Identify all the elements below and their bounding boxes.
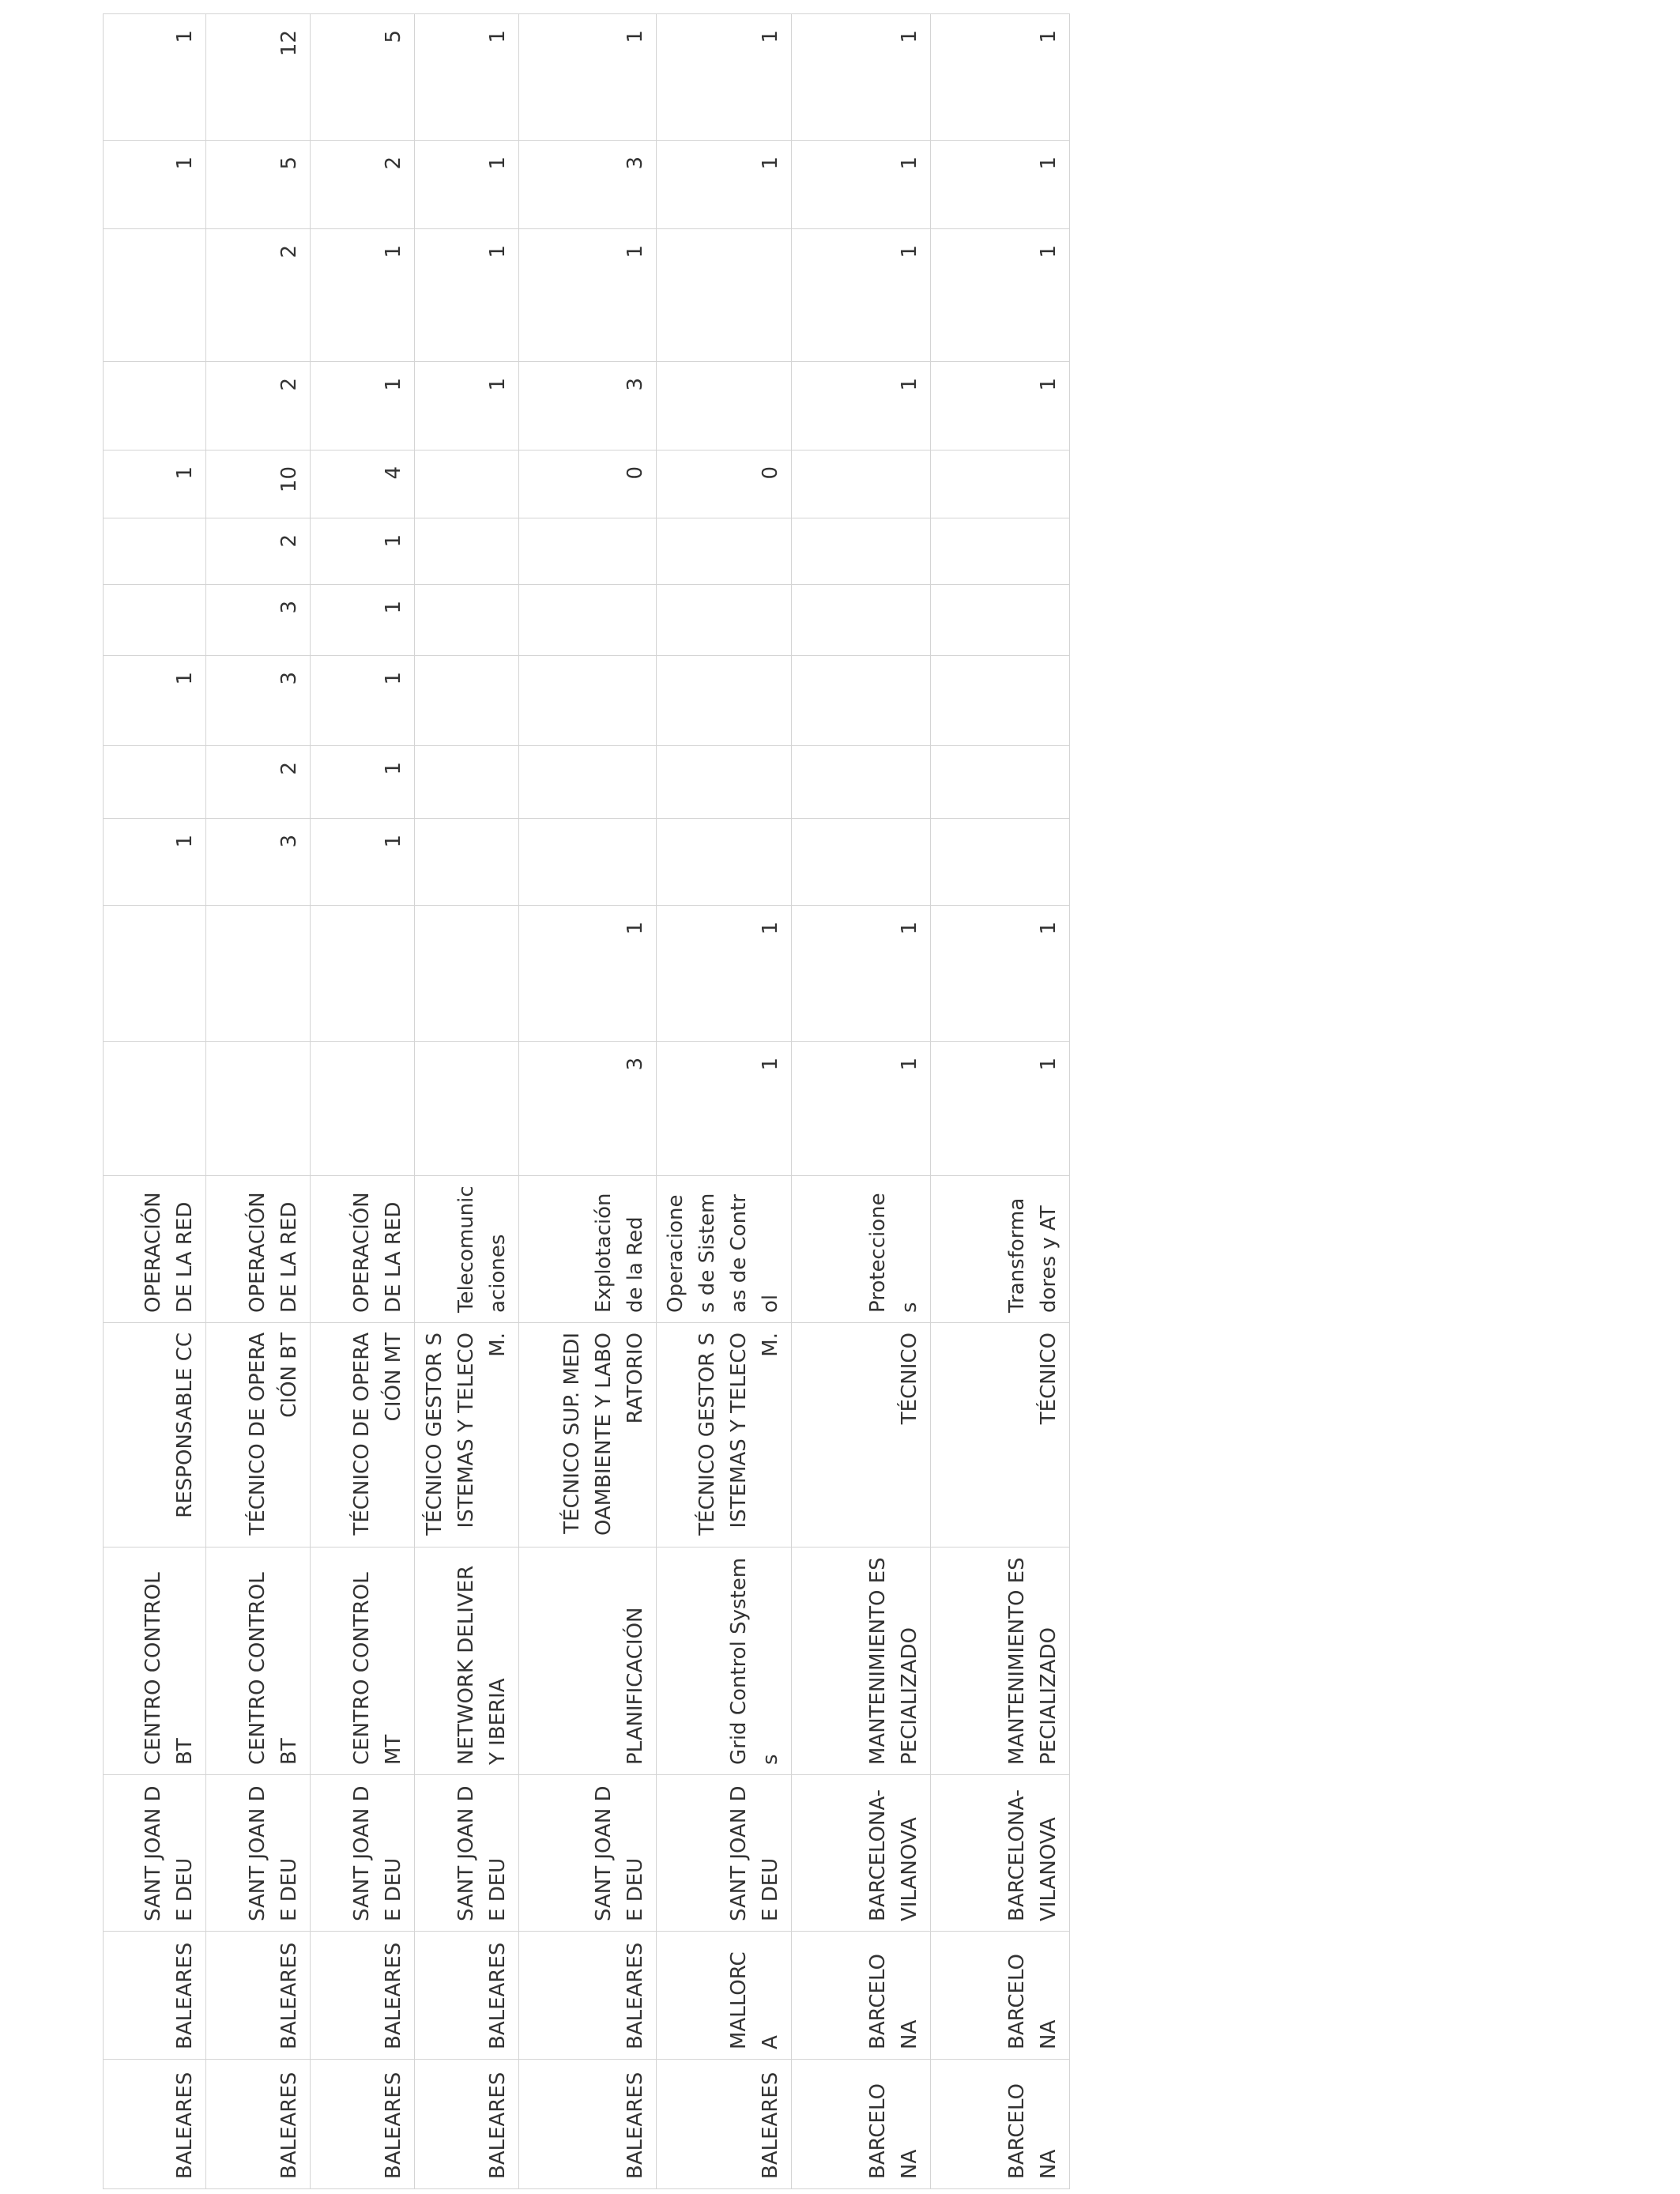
cell-zona[interactable]: SANT JOAN DE DEU	[311, 1775, 415, 1932]
table-body	[104, 14, 1070, 2189]
cell-puesto[interactable]: TÉCNICO GESTOR SISTEMAS Y TELECOM.	[657, 1323, 792, 1547]
cell-value[interactable]: 1	[415, 362, 519, 450]
cell-value[interactable]	[657, 518, 792, 585]
cell-value[interactable]: 1	[519, 14, 657, 141]
cell-value[interactable]: 1	[311, 819, 415, 906]
cell-value[interactable]	[519, 518, 657, 585]
cell-value[interactable]: 1	[657, 1042, 792, 1176]
cell-value[interactable]: 1	[104, 656, 206, 746]
cell-isla[interactable]: BALEARES	[519, 1932, 657, 2060]
cell-value[interactable]	[931, 819, 1070, 906]
cell-value[interactable]	[311, 1042, 415, 1176]
cell-isla[interactable]: BALEARES	[311, 1932, 415, 2060]
cell-value[interactable]	[104, 746, 206, 819]
cell-area[interactable]: CENTRO CONTROL BT	[206, 1547, 311, 1775]
cell-value[interactable]: 1	[519, 906, 657, 1042]
cell-value[interactable]	[931, 518, 1070, 585]
cell-value[interactable]: 1	[519, 229, 657, 362]
cell-value[interactable]	[415, 585, 519, 656]
cell-value[interactable]	[104, 362, 206, 450]
cell-departamento[interactable]: Explotación de la Red	[519, 1176, 657, 1323]
cell-value[interactable]	[206, 1042, 311, 1176]
cell-value[interactable]	[415, 746, 519, 819]
cell-value[interactable]	[104, 518, 206, 585]
cell-area[interactable]: PLANIFICACIÓN	[519, 1547, 657, 1775]
cell-area[interactable]: NETWORK DELIVERY IBERIA	[415, 1547, 519, 1775]
data-table	[103, 13, 1070, 2189]
spreadsheet-sheet	[103, 14, 1075, 2189]
cell-value[interactable]: 1	[415, 229, 519, 362]
cell-value[interactable]: 2	[206, 746, 311, 819]
cell-value[interactable]	[519, 746, 657, 819]
cell-value[interactable]	[657, 585, 792, 656]
cell-zona[interactable]: SANT JOAN DE DEU	[415, 1775, 519, 1932]
cell-value[interactable]	[657, 362, 792, 450]
cell-value[interactable]: 1	[104, 819, 206, 906]
cell-value[interactable]: 1	[792, 14, 931, 141]
cell-departamento[interactable]: Transformadores y AT	[931, 1176, 1070, 1323]
cell-value[interactable]	[104, 1042, 206, 1176]
cell-puesto[interactable]: TÉCNICO	[792, 1323, 931, 1547]
cell-value[interactable]	[657, 656, 792, 746]
cell-value[interactable]: 1	[104, 14, 206, 141]
cell-value[interactable]: 10	[206, 450, 311, 518]
cell-provincia[interactable]: BALEARES	[206, 2060, 311, 2189]
cell-value[interactable]	[415, 656, 519, 746]
cell-provincia[interactable]: BARCELONA	[792, 2060, 931, 2189]
cell-departamento[interactable]: Telecomunicaciones	[415, 1176, 519, 1323]
cell-zona[interactable]: SANT JOAN DE DEU	[104, 1775, 206, 1932]
cell-value[interactable]	[415, 906, 519, 1042]
cell-value[interactable]: 1	[792, 362, 931, 450]
cell-value[interactable]: 1	[792, 229, 931, 362]
cell-puesto[interactable]: TÉCNICO SUP. MEDIOAMBIENTE Y LABORATORIO	[519, 1323, 657, 1547]
cell-area[interactable]: Grid Control Systems	[657, 1547, 792, 1775]
cell-value[interactable]: 1	[415, 141, 519, 229]
cell-puesto[interactable]: TÉCNICO	[931, 1323, 1070, 1547]
cell-value[interactable]: 1	[931, 229, 1070, 362]
table-row	[792, 14, 931, 2189]
cell-value[interactable]: 1	[311, 585, 415, 656]
cell-value[interactable]	[792, 656, 931, 746]
cell-value[interactable]: 1	[311, 746, 415, 819]
cell-provincia[interactable]: BARCELONA	[931, 2060, 1070, 2189]
cell-value[interactable]: 3	[206, 585, 311, 656]
cell-value[interactable]	[519, 585, 657, 656]
cell-provincia[interactable]: BALEARES	[311, 2060, 415, 2189]
cell-value[interactable]	[415, 819, 519, 906]
cell-departamento[interactable]: OPERACIÓN DE LA RED	[311, 1176, 415, 1323]
cell-value[interactable]: 1	[104, 450, 206, 518]
cell-value[interactable]: 1	[311, 229, 415, 362]
cell-area[interactable]: MANTENIMIENTO ESPECIALIZADO	[931, 1547, 1070, 1775]
cell-value[interactable]: 3	[206, 656, 311, 746]
cell-value[interactable]	[792, 746, 931, 819]
cell-isla[interactable]: BALEARES	[206, 1932, 311, 2060]
cell-isla[interactable]: BARCELONA	[931, 1932, 1070, 2060]
cell-departamento[interactable]: OPERACIÓN DE LA RED	[104, 1176, 206, 1323]
cell-value[interactable]: 1	[792, 141, 931, 229]
cell-value[interactable]: 1	[104, 141, 206, 229]
cell-value[interactable]: 0	[519, 450, 657, 518]
cell-provincia[interactable]: BALEARES	[104, 2060, 206, 2189]
cell-value[interactable]: 1	[657, 906, 792, 1042]
cell-value[interactable]	[657, 229, 792, 362]
cell-value[interactable]: 1	[931, 906, 1070, 1042]
table-row	[931, 14, 1070, 2189]
cell-value[interactable]: 1	[931, 14, 1070, 141]
cell-value[interactable]: 2	[206, 229, 311, 362]
cell-zona[interactable]: BARCELONA-VILANOVA	[931, 1775, 1070, 1932]
cell-value[interactable]: 1	[415, 14, 519, 141]
cell-value[interactable]: 1	[792, 1042, 931, 1176]
cell-zona[interactable]: SANT JOAN DE DEU	[657, 1775, 792, 1932]
cell-isla[interactable]: BALEARES	[104, 1932, 206, 2060]
cell-puesto[interactable]: TÉCNICO DE OPERACIÓN BT	[206, 1323, 311, 1547]
cell-value[interactable]: 3	[519, 141, 657, 229]
cell-value[interactable]: 1	[792, 906, 931, 1042]
cell-value[interactable]	[104, 229, 206, 362]
cell-value[interactable]	[931, 746, 1070, 819]
table-row	[206, 14, 311, 2189]
cell-value[interactable]	[206, 906, 311, 1042]
cell-value[interactable]	[519, 819, 657, 906]
cell-value[interactable]	[519, 656, 657, 746]
cell-area[interactable]: CENTRO CONTROL MT	[311, 1547, 415, 1775]
cell-provincia[interactable]: BALEARES	[657, 2060, 792, 2189]
cell-value[interactable]: 1	[311, 518, 415, 585]
table-row	[415, 14, 519, 2189]
cell-value[interactable]: 2	[206, 362, 311, 450]
cell-value[interactable]: 12	[206, 14, 311, 141]
cell-zona[interactable]: BARCELONA-VILANOVA	[792, 1775, 931, 1932]
cell-isla[interactable]: MALLORCA	[657, 1932, 792, 2060]
cell-value[interactable]: 1	[657, 141, 792, 229]
cell-isla[interactable]: BALEARES	[415, 1932, 519, 2060]
cell-departamento[interactable]: Operaciones de Sistemas de Control	[657, 1176, 792, 1323]
cell-value[interactable]: 1	[311, 656, 415, 746]
cell-value[interactable]: 3	[519, 1042, 657, 1176]
table-row	[104, 14, 206, 2189]
cell-provincia[interactable]: BALEARES	[519, 2060, 657, 2189]
cell-value[interactable]	[792, 518, 931, 585]
cell-value[interactable]	[792, 585, 931, 656]
cell-value[interactable]: 4	[311, 450, 415, 518]
cell-value[interactable]: 1	[311, 362, 415, 450]
cell-provincia[interactable]: BALEARES	[415, 2060, 519, 2189]
cell-zona[interactable]: SANT JOAN DE DEU	[206, 1775, 311, 1932]
cell-value[interactable]: 5	[311, 14, 415, 141]
cell-value[interactable]	[931, 450, 1070, 518]
cell-departamento[interactable]: OPERACIÓN DE LA RED	[206, 1176, 311, 1323]
cell-value[interactable]: 1	[931, 1042, 1070, 1176]
cell-departamento[interactable]: Protecciones	[792, 1176, 931, 1323]
cell-value[interactable]	[104, 906, 206, 1042]
cell-value[interactable]	[415, 1042, 519, 1176]
cell-value[interactable]: 3	[519, 362, 657, 450]
cell-value[interactable]	[415, 518, 519, 585]
cell-area[interactable]: CENTRO CONTROL BT	[104, 1547, 206, 1775]
cell-value[interactable]	[415, 450, 519, 518]
cell-value[interactable]: 1	[931, 141, 1070, 229]
table-row	[657, 14, 792, 2189]
cell-value[interactable]	[931, 585, 1070, 656]
cell-puesto[interactable]: TÉCNICO DE OPERACIÓN MT	[311, 1323, 415, 1547]
cell-value[interactable]: 1	[931, 362, 1070, 450]
cell-value[interactable]: 0	[657, 450, 792, 518]
cell-value[interactable]: 1	[657, 14, 792, 141]
cell-value[interactable]	[657, 746, 792, 819]
cell-value[interactable]	[657, 819, 792, 906]
cell-value[interactable]: 2	[311, 141, 415, 229]
cell-puesto[interactable]: RESPONSABLE CC	[104, 1323, 206, 1547]
cell-value[interactable]	[311, 906, 415, 1042]
cell-isla[interactable]: BARCELONA	[792, 1932, 931, 2060]
cell-value[interactable]	[792, 450, 931, 518]
table-row	[311, 14, 415, 2189]
cell-zona[interactable]: SANT JOAN DE DEU	[519, 1775, 657, 1932]
cell-value[interactable]: 3	[206, 819, 311, 906]
cell-value[interactable]	[931, 656, 1070, 746]
cell-value[interactable]: 5	[206, 141, 311, 229]
cell-value[interactable]	[104, 585, 206, 656]
cell-area[interactable]: MANTENIMIENTO ESPECIALIZADO	[792, 1547, 931, 1775]
table-row	[519, 14, 657, 2189]
cell-value[interactable]	[792, 819, 931, 906]
cell-puesto[interactable]: TÉCNICO GESTOR SISTEMAS Y TELECOM.	[415, 1323, 519, 1547]
cell-value[interactable]: 2	[206, 518, 311, 585]
